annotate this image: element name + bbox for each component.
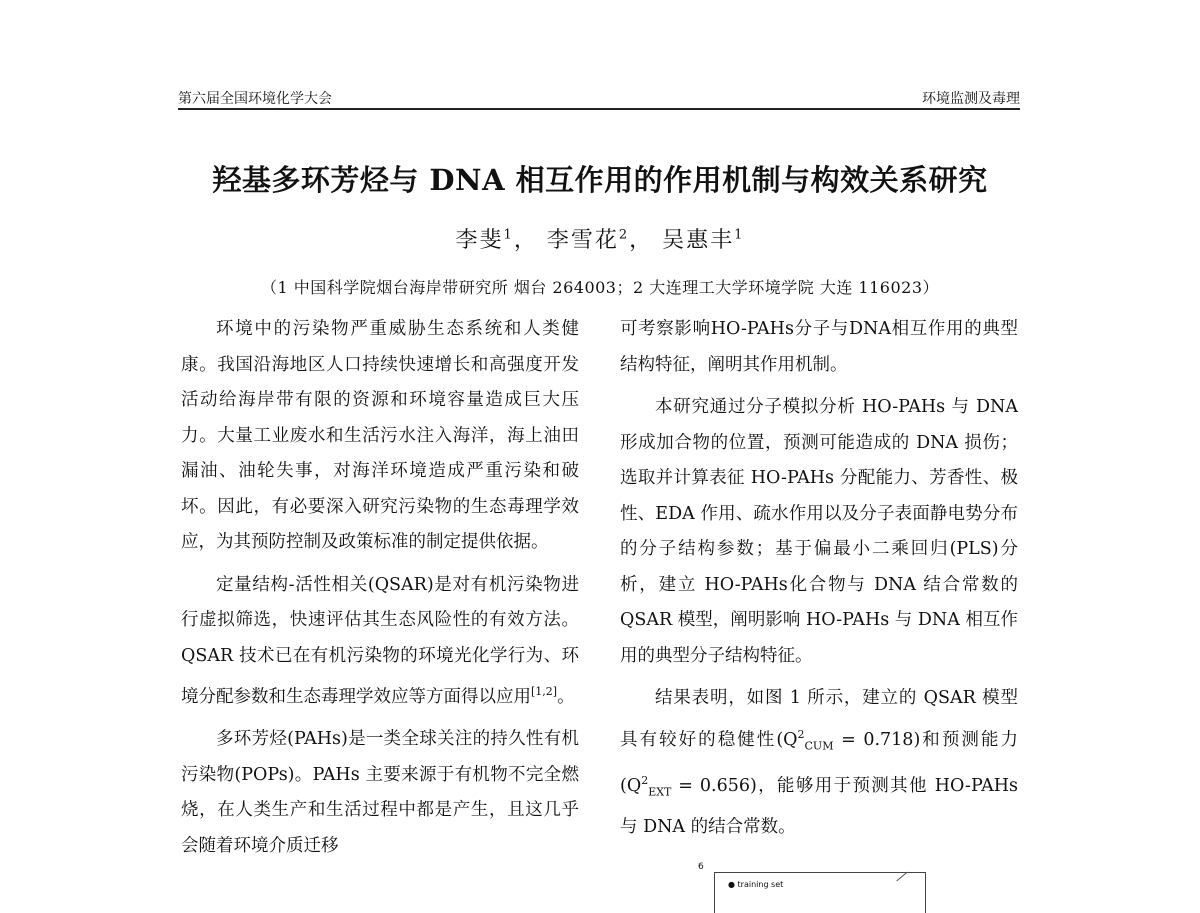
author-name: 李斐 [455,228,504,253]
paragraph-end: 。 [557,686,575,707]
ext-subscript: EXT [648,785,672,799]
q2-superscript: 2 [641,774,649,788]
header-section: 环境监测及毒理 [922,91,1020,107]
paragraph-text: = 0.656)，能够用于预测其他 HO-PAHs 与 DNA 的结合常数。 [620,776,1018,838]
paragraph: 环境中的污染物严重威胁生态系统和人类健康。我国沿海地区人口持续快速增长和高强度开发活动给海岸带有限的资源和环境容量造成巨大压力。大量工业废水和生活污水注入海洋，海上油田漏油、油轮失事，对海洋环境造成严重污染和破坏。因此，有必要深入研究污染物的生态毒理学效应，为其预防控制及政策标准的制定提供依据。 [181,319,579,552]
author-name: 李雪花 [546,228,619,253]
paragraph-text: = 0.718)和预测能力(Q [620,729,1018,797]
figure-1 [690,862,930,902]
legend-training-set: ● training set [728,880,784,889]
author-separator: ， [513,228,538,253]
paragraph: 本研究通过分子模拟分析 HO-PAHs 与 DNA 形成加合物的位置，预测可能造成的 DNA 损伤；选取并计算表征 HO-PAHs 分配能力、芳香性、极性、EDA 作用、疏水作用以及分子表面静电势分布的分子结构参数；基于偏最小二乘回归(PLS)分析，建立 HO-PAHs化合物与 DNA 结合常数的 QSAR 模型，阐明影响 HO-PAHs 与 DNA 相互作用的典型分子结构特征。 [620,397,1018,666]
left-column [181,312,579,871]
y-axis-tick: 6 [698,862,704,872]
paragraph [620,681,1018,846]
affiliations: （1 中国科学院烟台海岸带研究所 烟台 264003；2 大连理工大学环境学院 大连 116023） [260,278,940,297]
paragraph-text: 定量结构-活性相关(QSAR)是对有机污染物进行虚拟筛选，快速评估其生态风险性的有效方法。QSAR 技术已在有机污染物的环境光化学行为、环境分配参数和生态毒理学效应等方面得以应用 [181,574,579,707]
citation: [1,2] [531,685,558,698]
paper-title: 羟基多环芳烃与 DNA 相互作用的作用机制与构效关系研究 [212,163,988,197]
paragraph [181,568,579,716]
author-separator: ， [629,228,654,253]
header-conference: 第六届全国环境化学大会 [178,91,332,107]
q2-superscript: 2 [797,727,805,741]
author-affil-mark: 1 [503,227,514,243]
author-list [150,223,1050,254]
author-affil-mark: 1 [734,227,745,243]
running-header [178,86,1020,110]
paragraph: 可考察影响HO-PAHs分子与DNA相互作用的典型结构特征，阐明其作用机制。 [620,319,1018,375]
author-name: 吴惠丰 [662,228,735,253]
cum-subscript: CUM [804,738,834,752]
paragraph-text: 结果表明，如图 1 所示，建立的 QSAR 模型具有较好的稳健性(Q [620,688,1018,750]
plot-area [714,872,926,913]
paragraph: 多环芳烃(PAHs)是一类全球关注的持久性有机污染物(POPs)。PAHs 主要来源于有机物不完全燃烧，在人类生产和生活过程中都是产生，且这几乎会随着环境介质迁移 [181,729,579,856]
author-affil-mark: 2 [618,227,630,243]
right-column [620,312,1018,853]
